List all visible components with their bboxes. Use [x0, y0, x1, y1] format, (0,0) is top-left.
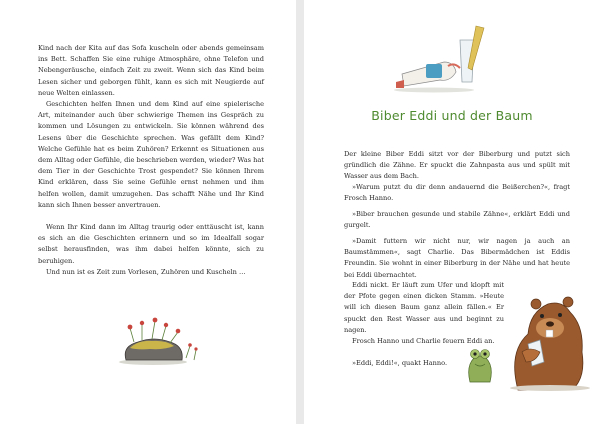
- left-paragraph-4: Und nun ist es Zeit zum Vorlesen, Zuhören und Kuscheln …: [46, 268, 246, 276]
- right-page: [304, 0, 600, 424]
- right-paragraph-7: »Eddi, Eddi!«, quakt Hanno.: [352, 359, 448, 367]
- right-paragraph-4: »Damit futtern wir nicht nur, wir nagen ja auch an Baumstämmen«, sagt Charlie. Das Bibermädchen ist Eddis Freundin. Sie wohnt in einer Biberburg in der Nähe und hat heute bei Eddi übernachtet.: [344, 237, 570, 279]
- left-paragraph-1: Kind nach der Kita auf das Sofa kuscheln oder abends gemeinsam ins Bett. Schaffen Sie eine ruhige Atmosphäre, ohne Telefon und Nebengeräusche, einfach Zeit zu zweit. Wenn sich das Kind beim Lesen sicher und geborgen fühlt, kann es sich mit Neugierde auf neue Welten einlassen.: [38, 44, 264, 97]
- stone-flowers-illustration: [108, 312, 204, 368]
- beaver-eddi-illustration: [500, 282, 596, 392]
- left-page: [0, 0, 296, 424]
- left-paragraph-2: Geschichten helfen Ihnen und dem Kind auf eine spielerische Art, miteinander auch über schwierige Themen ins Gespräch zu kommen und Lösungen zu entwickeln. Sie können während des Lesens über die Geschichte sprechen. Was gefällt dem Kind? Welche Gefühle hat es beim Zuhören? Erkennt es Situationen aus dem Alltag oder Gefühle, die beschrieben werden, wieder? Was hat dem Tier in der Geschichte Trost gespendet? Sie können Ihrem Kind erklären, dass Sie seine Gefühle ernst nehmen und ihm helfen wollen, damit umzugehen. Das schafft Nähe und Ihr Kind kann sich Ihnen besser anvertrauen.: [38, 100, 264, 209]
- right-paragraph-5: Eddi nickt. Er läuft zum Ufer und klopft mit der Pfote gegen einen dicken Stamm. »Heute will ich diesen Baum ganz allein fällen.« Er spuckt den Rest Wasser aus und beginnt zu nagen.: [344, 281, 504, 334]
- toothbrush-toothpaste-illustration: [390, 22, 510, 94]
- right-paragraph-6: Frosch Hanno und Charlie feuern Eddi an.: [352, 337, 495, 345]
- story-title: Biber Eddi und der Baum: [371, 108, 533, 123]
- right-paragraph-1: Der kleine Biber Eddi sitzt vor der Biberburg und putzt sich gründlich die Zähne. Er spuckt die Zahnpasta aus und spült mit Wasser aus dem Bach.: [344, 150, 570, 181]
- left-paragraph-3: Wenn Ihr Kind dann im Alltag traurig oder enttäuscht ist, kann es sich an die Geschichten erinnern und so im Idealfall sogar selbst herausfinden, was ihm dabei helfen könnte, sich zu beruhigen.: [38, 223, 264, 265]
- frog-hanno-illustration: [464, 344, 496, 384]
- right-paragraph-3: »Biber brauchen gesunde und stabile Zähne«, erklärt Eddi und gurgelt.: [344, 210, 570, 230]
- right-paragraph-2: »Warum putzt du dir denn andauernd die Beißerchen?«, fragt Frosch Hanno.: [344, 183, 570, 203]
